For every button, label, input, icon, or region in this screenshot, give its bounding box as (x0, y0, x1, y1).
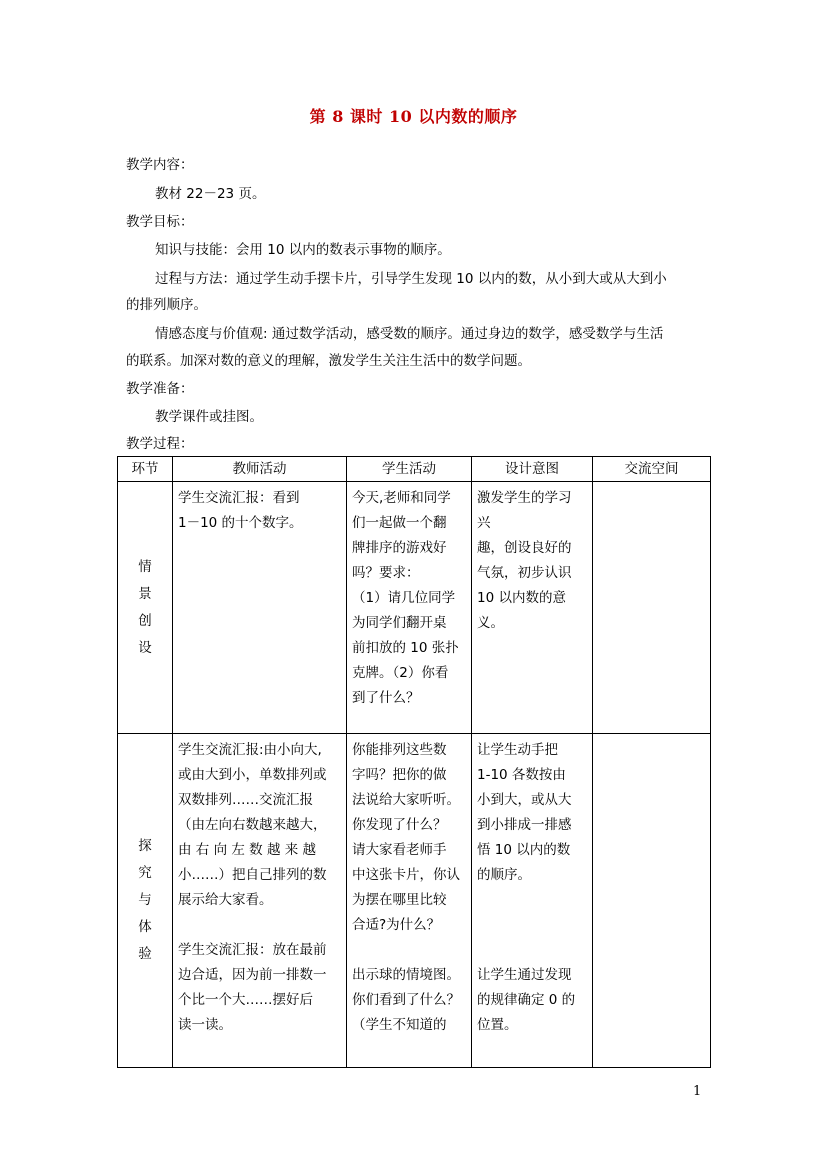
goal-emotion-line2: 的联系。加深对数的意义的理解，激发学生关注生活中的数学问题。 (126, 353, 531, 369)
exchange-space-cell (593, 734, 711, 1068)
table-header-row (118, 457, 711, 482)
goal-emotion-line1: 情感态度与价值观: 通过数学活动，感受数的顺序。通过身边的数学，感受数学与生活 (155, 326, 664, 342)
design-intent-cell: 让学生动手把 1-10 各数按由 小到大，或从大 到小排成一排感 悟 10 以内的数 的顺序。 让学生通过发现 的规律确定 0 的 位置。 (472, 734, 593, 1068)
header-exchange: 交流空间 (593, 457, 711, 482)
stage-cell: 情 景 创 设 (118, 482, 173, 734)
header-student: 学生活动 (347, 457, 472, 482)
table-row (118, 734, 711, 1068)
design-intent-cell: 激发学生的学习 兴 趣，创设良好的 气氛，初步认识 10 以内数的意 义。 (472, 482, 593, 734)
header-intent: 设计意图 (472, 457, 593, 482)
page-title: 第 8 课时 10 以内数的顺序 (309, 107, 518, 126)
teacher-activity-cell: 学生交流汇报：看到 1－10 的十个数字。 (173, 482, 347, 734)
table-row (118, 482, 711, 734)
header-stage: 环节 (118, 457, 173, 482)
goals-label: 教学目标： (126, 214, 194, 230)
student-activity-cell: 你能排列这些数 字吗？把你的做 法说给大家听听。 你发现了什么？ 请大家看老师手 中这张卡片，你认 为摆在哪里比较 合适?为什么？ 出示球的情境图。 你们看到了什么？ （学生不知道的 (347, 734, 472, 1068)
stage-cell: 探 究 与 体 验 (118, 734, 173, 1068)
header-teacher: 教师活动 (173, 457, 347, 482)
prep-label: 教学准备： (126, 381, 194, 397)
prep-text: 教学课件或挂图。 (155, 409, 263, 425)
content-label: 教学内容： (126, 157, 194, 173)
exchange-space-cell (593, 482, 711, 734)
page-number: 1 (693, 1084, 702, 1099)
process-label: 教学过程： (126, 436, 194, 452)
goal-process-line1: 过程与方法：通过学生动手摆卡片，引导学生发现 10 以内的数，从小到大或从大到小 (155, 271, 667, 287)
student-activity-cell: 今天,老师和同学 们一起做一个翻 牌排序的游戏好 吗？要求： （1）请几位同学 为同学们翻开桌 前扣放的 10 张扑 克牌。（2）你看 到了什么？ (347, 482, 472, 734)
lesson-process-table (117, 456, 711, 1068)
goal-knowledge: 知识与技能：会用 10 以内的数表示事物的顺序。 (155, 242, 451, 258)
content-text: 教材 22－23 页。 (155, 186, 266, 202)
teacher-activity-cell: 学生交流汇报:由小向大, 或由大到小，单数排列或 双数排列……交流汇报 （由左向右数越来越大， 由 右 向 左 数 越 来 越 小……）把自己排列的数 展示给大家看。 学生交流汇报：放在最前 边合适，因为前一排数一 个比一个大……摆好后 读一读。 (173, 734, 347, 1068)
goal-process-line2: 的排列顺序。 (126, 297, 207, 313)
